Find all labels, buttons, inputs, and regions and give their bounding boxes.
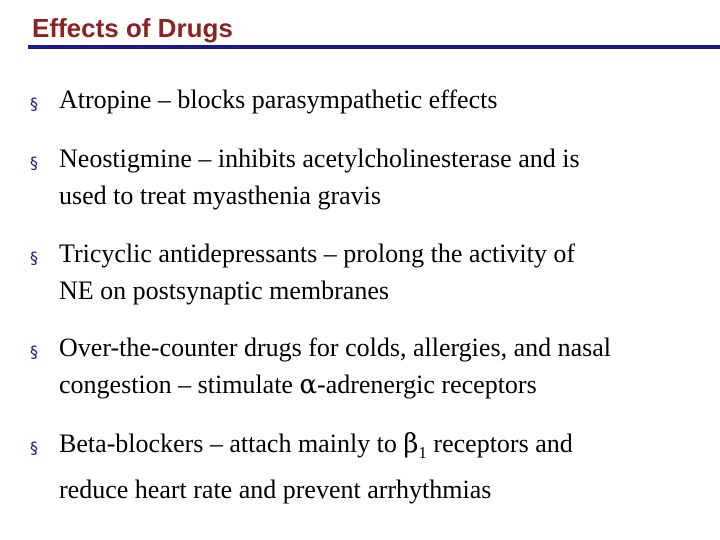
bullet-text-line-1 bbox=[59, 425, 710, 471]
text-post: -adrenergic receptors bbox=[317, 370, 537, 399]
bullet-item-tricyclic bbox=[30, 235, 710, 309]
square-bullet-icon: § bbox=[30, 342, 38, 361]
square-bullet-icon: § bbox=[30, 248, 38, 267]
text-post: receptors and bbox=[426, 429, 573, 458]
alpha-symbol: α bbox=[299, 370, 318, 400]
bullet-item-atropine bbox=[30, 81, 710, 118]
slide-title: Effects of Drugs bbox=[32, 13, 233, 43]
square-bullet-icon: § bbox=[30, 438, 38, 457]
bullet-text-line-1: Over-the-counter drugs for colds, allergies, and nasal bbox=[59, 333, 612, 362]
bullet-text-line-1: Tricyclic antidepressants – prolong the activity of bbox=[59, 239, 576, 268]
beta-symbol: β bbox=[403, 429, 419, 459]
bullet-text-line-2 bbox=[59, 366, 710, 404]
bullet-text-line-2: NE on postsynaptic membranes bbox=[59, 276, 389, 305]
bullet-text-line-2: reduce heart rate and prevent arrhythmias bbox=[59, 475, 492, 505]
bullet-text-line-2: used to treat myasthenia gravis bbox=[59, 181, 382, 210]
text-pre: Beta-blockers – attach mainly to bbox=[59, 429, 404, 458]
square-bullet-icon: § bbox=[30, 153, 38, 172]
bullet-text-line-1: Neostigmine – inhibits acetylcholinesterase and is bbox=[59, 144, 580, 173]
bullet-item-otc-drugs bbox=[30, 329, 710, 404]
beta-subscript: 1 bbox=[418, 443, 427, 463]
bullet-item-beta-blockers bbox=[30, 425, 710, 508]
title-underline bbox=[28, 45, 720, 49]
bullet-item-neostigmine bbox=[30, 140, 710, 214]
text-pre: congestion – stimulate bbox=[59, 370, 300, 399]
square-bullet-icon: § bbox=[30, 94, 38, 113]
bullet-text: Atropine – blocks parasympathetic effects bbox=[59, 85, 498, 114]
